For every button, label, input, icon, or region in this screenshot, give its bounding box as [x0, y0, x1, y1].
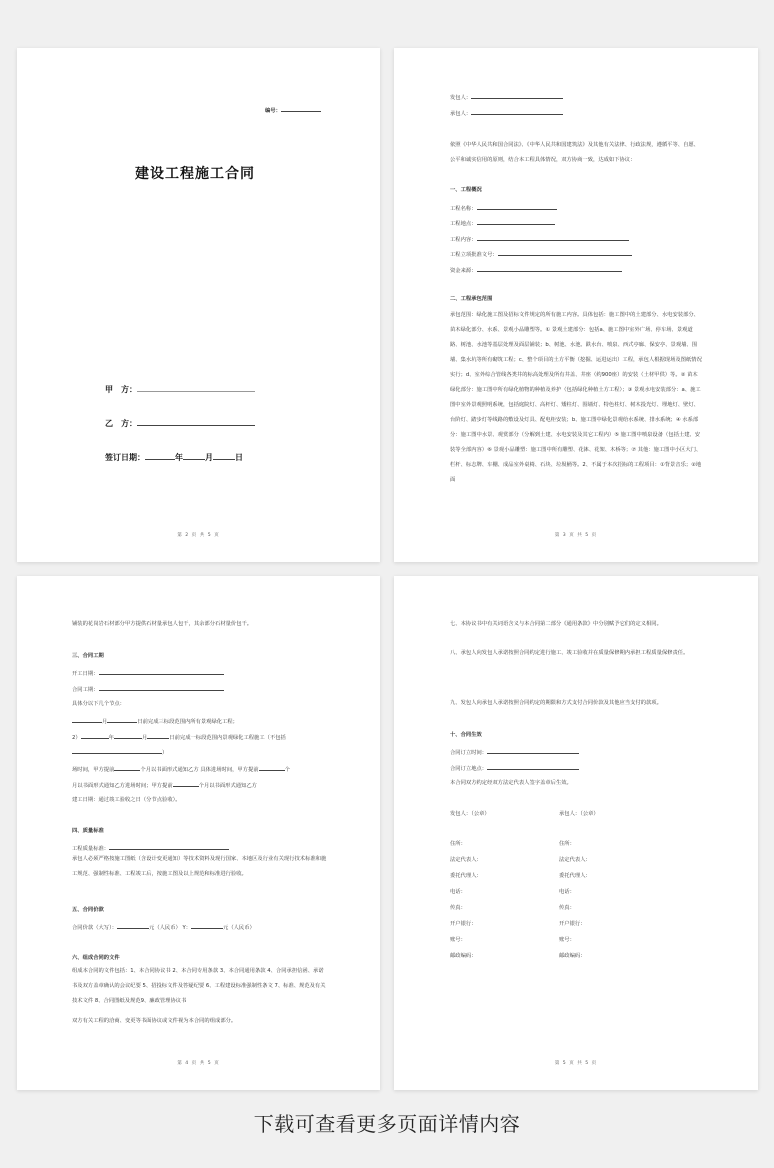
effect-clause: 本合同双方约定经双方法定代表人签字盖章后生效。	[450, 780, 572, 786]
party-a-label: 甲 方：	[105, 384, 255, 395]
quality-standard: 工程质量标准：	[72, 843, 229, 853]
node-2: 2） 年 月 日前完成一标段范围内景观绿化工程施工（不包括	[72, 732, 286, 742]
contract-price: 合同价款（大写）： 元（人民币） Y： 元（人民币）	[72, 922, 255, 932]
entry-notice-2: 月以书面形式通知乙方进场时间；甲方提前 个月以书面形式通知乙方	[72, 780, 257, 790]
approval-number: 工程立项批准文号：	[450, 249, 632, 259]
node-2-end: ）	[72, 747, 167, 757]
number-label: 编号：	[265, 105, 321, 115]
section-3-title: 三、合同工期	[72, 653, 104, 659]
contractor-fax: 传真：	[559, 905, 575, 911]
page-footer: 第 2 页 共 5 页	[177, 533, 220, 538]
section-1-title: 一、工程概况	[450, 187, 482, 193]
completion-date: 建工日期：通过竣工验收之日（分节点验收）。	[72, 797, 181, 803]
sign-time: 合同订立时间：	[450, 747, 579, 757]
continued-text: 铺装的花岗岩石材部分甲方提供石材量承包人包干，其余部分石材量价包干。	[72, 621, 253, 627]
intro-paragraph: 依照《中华人民共和国合同法》、《中华人民共和国建筑法》及其他有关法律、行政法规，遵循平等、自愿、公平和诚实信用的原则，结合本工程具体情况，双方协商一致，达成如下协议：	[450, 142, 699, 163]
contract-page-3	[394, 48, 758, 562]
project-site: 工程地点：	[450, 218, 555, 228]
page-footer: 第 4 页 共 5 页	[177, 1061, 220, 1066]
page-footer: 第 5 页 共 5 页	[554, 1061, 598, 1066]
employer-postcode: 邮政编码：	[450, 953, 477, 959]
nodes-intro: 具体分以下几个节点：	[72, 701, 125, 707]
quality-paragraph: 承包人必须严格按施工图纸（含设计变更通知）等技术资料及现行国家、本地区及行业有关现行技术标准和施工规范、强制性标准、工程竣工后，按施工图及以上规范和标准进行验收。	[72, 856, 327, 877]
contract-page-4	[17, 576, 380, 1090]
employer-seal: 发包人：（公章）	[450, 811, 490, 817]
employer-line: 发包人：	[450, 92, 563, 102]
contractor-legal-rep: 法定代表人：	[559, 857, 591, 863]
contractor-line: 承包人：	[450, 108, 563, 118]
employer-account: 账号：	[450, 937, 466, 943]
entry-notice-1: 场时间，甲方提前 个月以书面形式通知乙方 具体进场时间，甲方提前 个	[72, 764, 290, 774]
section-2-title: 二、工程承包范围	[450, 296, 493, 302]
contractor-postcode: 邮政编码：	[559, 953, 586, 959]
contractor-phone: 电话：	[559, 889, 575, 895]
contract-page-5	[394, 576, 758, 1090]
documents-paragraph: 组成本合同的文件包括：1、本合同协议书 2、本合同专用条款 3、本合同通用条款 4、合同承担信函、承诺书及双方盖章确认的会议纪要 5、招投标文件及答疑纪要 6、工程建设标准强制性条文 7、标准、规范及有关技术文件 8、合同图纸及规范9、廉政管理协议书	[72, 968, 326, 1004]
sign-place: 合同订立地点：	[450, 763, 579, 773]
article-7: 七、本协议书中有关词语含义与本合同第二部分《通用条款》中分别赋予它们的定义相同。	[450, 621, 662, 627]
project-content: 工程内容：	[450, 234, 629, 244]
contractor-address: 住所：	[559, 841, 575, 847]
contract-page-2	[17, 48, 380, 562]
contract-title: 建设工程施工合同	[135, 166, 255, 182]
section-10-title: 十、合同生效	[450, 732, 482, 738]
page-footer: 第 3 页 共 5 页	[554, 533, 598, 538]
section-5-title: 五、合同价款	[72, 907, 104, 913]
funding-source: 资金来源：	[450, 265, 622, 275]
employer-agent: 委托代理人：	[450, 873, 482, 879]
node-1: 月 日前完成三标段范围内所有景观绿化工程；	[72, 716, 238, 726]
scope-paragraph: 承包范围：绿化施工图及招标文件规定的所有施工内容。具体包括：施工图中的土建部分、水电安装部分、苗木绿化部分、水系、景观小品雕塑等。① 景观土建部分：包括a、施工图中室外广场、停车场、景观道路、树池、水池等基层处理及面层铺装；b、树池、水池、跌水台、喷泉、西式亭廊、保安亭、景观墙、围墙、集水坑等所有砌筑工程；c、整个项目的土方平衡（挖掘、运进运出）工程，承包人根据现场及图纸情况实行；d、室外综合管线各类井的标高处理及所有井盖、井座（约900座）的安装（土材甲供）等。② 苗木绿化部分：施工图中所有绿化植物的种植及养护（包括绿化种植土方工程）；③ 景观水电安装部分：a、施工图中室外景观照明系统，包括庭院灯、高杆灯、矮柱灯、围墙灯、特色柱灯、树木投光灯、埋地灯、壁灯、台阶灯、踏步灯等线路的敷设及灯具、配电柜安装；b、施工图中绿化景观给水系统、排水系统；④ 水系部分：施工图中水景、观赏部分（分解到土建、水电安装及其它工程内）⑤ 施工图中喷泉设备（包括土建、安装等全部内容）⑥ 景观小品雕塑：施工图中所有雕塑、花钵、花架、木桥等；⑦ 其他：施工图中小区大门、栏杆、标志牌、车棚、成品室外桌椅、石块、垃圾桶等。2、不属于本次招标的工程项目：①背景音乐；②地面	[450, 312, 702, 483]
documents-end: 双方有关工程的洽商、变更等书面协议或文件视为本合同的组成部分。	[72, 1018, 237, 1024]
sign-date-label: 签订日期： 年 月 日	[105, 453, 243, 462]
contractor-account: 账号：	[559, 937, 575, 943]
contractor-bank: 开户银行：	[559, 921, 586, 927]
employer-bank: 开户银行：	[450, 921, 477, 927]
section-4-title: 四、质量标准	[72, 828, 104, 834]
article-9: 九、发包人向承包人承诺按照合同约定的期限和方式支付合同价款及其他应当支付的款项。	[450, 700, 662, 706]
employer-legal-rep: 法定代表人：	[450, 857, 482, 863]
download-caption: 下载可查看更多页面详情内容	[253, 1112, 521, 1136]
contractor-seal: 承包人：（公章）	[559, 811, 599, 817]
start-date: 开工日期：	[72, 668, 224, 678]
contractor-agent: 委托代理人：	[559, 873, 591, 879]
employer-phone: 电话：	[450, 889, 466, 895]
section-6-title: 六、组成合同的文件	[72, 955, 120, 961]
employer-fax: 传真：	[450, 905, 466, 911]
article-8: 八、承包人向发包人承诺按照合同约定进行施工、竣工验收并在质量保修期内承担工程质量保修责任。	[450, 650, 689, 656]
contract-period: 合同工期：	[72, 684, 224, 694]
project-name: 工程名称：	[450, 203, 557, 213]
employer-address: 住所：	[450, 841, 466, 847]
party-b-label: 乙 方：	[105, 418, 255, 429]
